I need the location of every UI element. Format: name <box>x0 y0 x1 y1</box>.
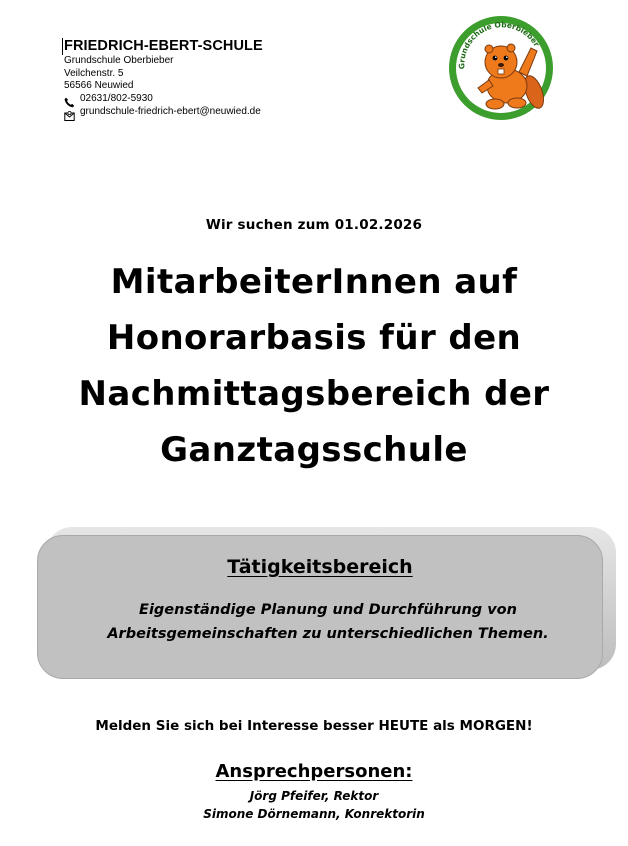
headline-line: MitarbeiterInnen auf <box>110 262 518 302</box>
contact-person: Jörg Pfeifer, Rektor <box>249 789 379 803</box>
call-to-action: Melden Sie sich bei Interesse besser HEUTE als MORGEN! <box>95 718 533 734</box>
city-address: 56566 Neuwied <box>64 80 134 91</box>
school-name: FRIEDRICH-EBERT-SCHULE <box>62 38 322 55</box>
contacts-heading: Ansprechpersonen: <box>215 761 413 782</box>
street-address: Veilchenstr. 5 <box>64 67 124 79</box>
headline-line: Honorarbasis für den <box>106 318 522 358</box>
phone-icon <box>64 93 75 104</box>
beaver-logo-icon <box>447 14 555 122</box>
contact-person: Simone Dörnemann, Konrektorin <box>203 807 425 821</box>
headline-line: Ganztagsschule <box>160 430 468 470</box>
email-address: grundschule-friedrich-ebert@neuwied.de <box>80 106 261 117</box>
letterhead <box>62 38 322 119</box>
activity-box <box>37 535 603 679</box>
phone-row <box>62 93 322 106</box>
activity-heading: Tätigkeitsbereich <box>227 556 413 578</box>
activity-text-line: Arbeitsgemeinschaften zu unterschiedlichen Themen. <box>107 626 549 642</box>
activity-description <box>58 598 598 646</box>
school-logo <box>447 14 555 122</box>
headline-line: Nachmittagsbereich der <box>78 374 550 414</box>
email-icon <box>64 107 75 118</box>
email-row <box>62 106 322 119</box>
activity-text-line: Eigenständige Planung und Durchführung von <box>139 602 517 618</box>
logo-text: Grundschule Oberbieber <box>457 20 542 70</box>
job-headline <box>0 254 628 478</box>
school-subtitle: Grundschule Oberbieber <box>64 55 174 66</box>
intro-text: Wir suchen zum 01.02.2026 <box>205 217 423 233</box>
phone-number: 02631/802-5930 <box>80 92 153 104</box>
